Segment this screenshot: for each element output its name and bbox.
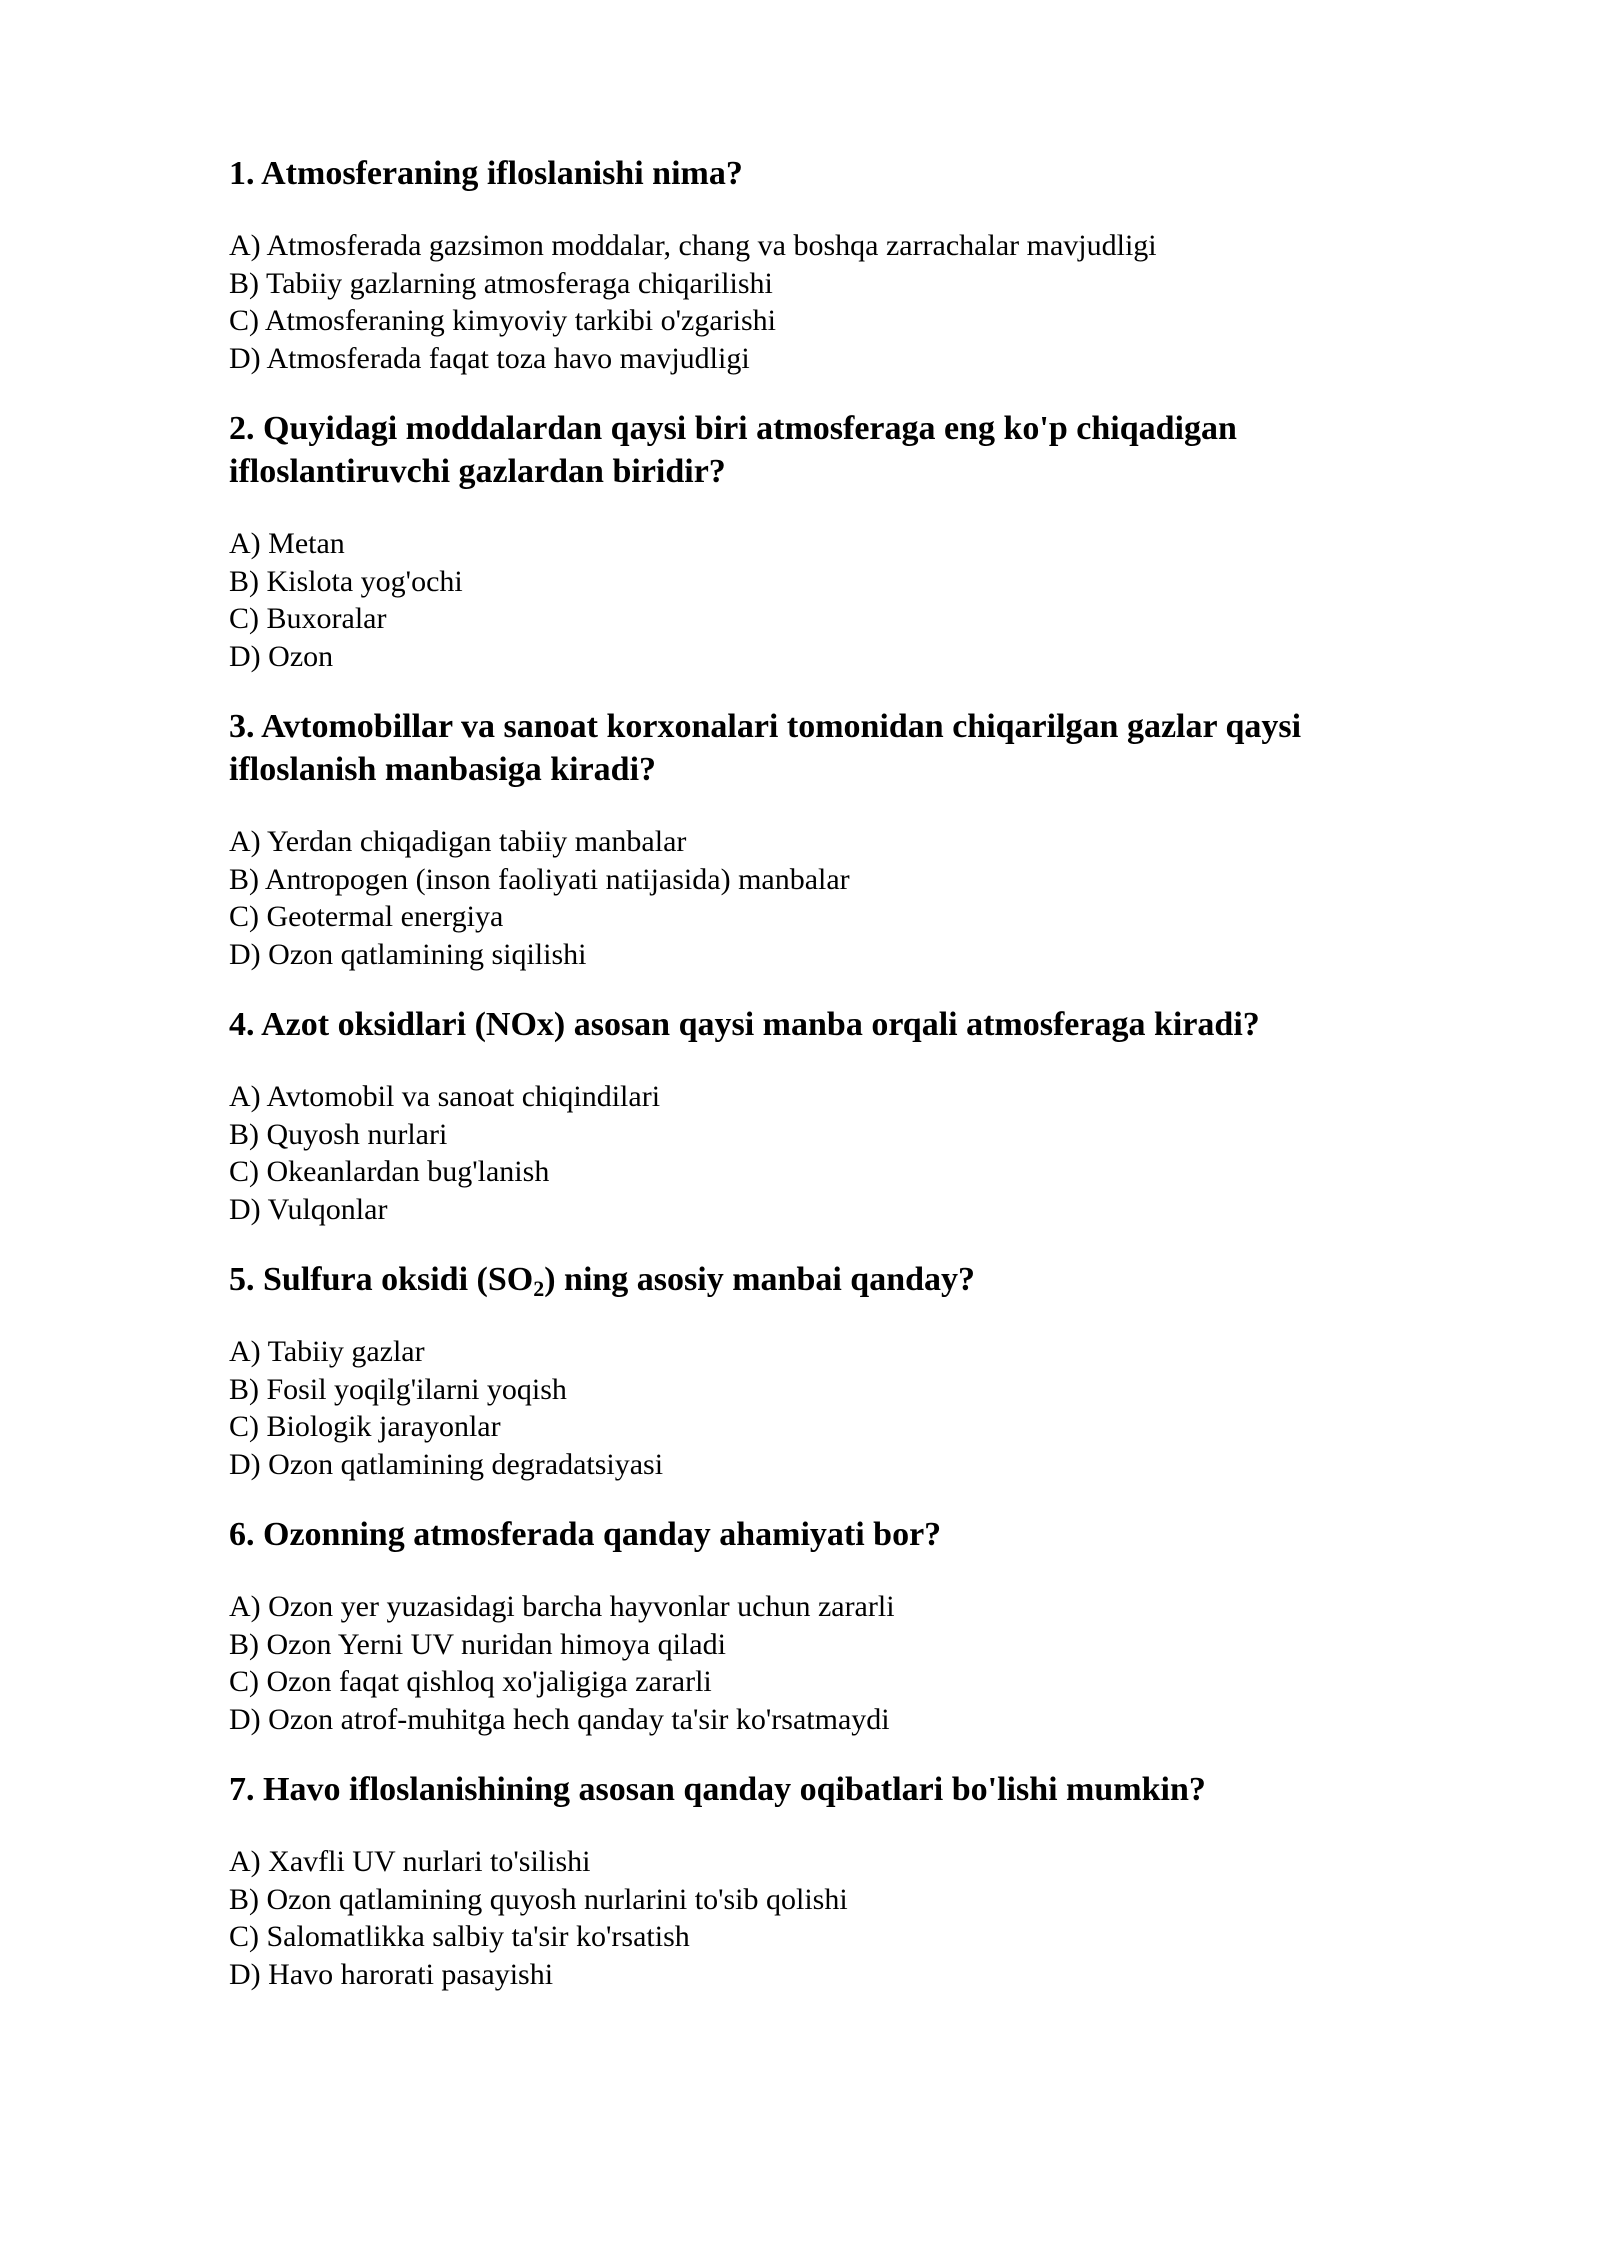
option-d: D) Ozon qatlamining degradatsiyasi (229, 1447, 664, 1481)
answer-options (229, 1078, 1420, 1228)
question-3 (229, 705, 1420, 973)
question-title: 1. Atmosferaning ifloslanishi nima? (229, 155, 743, 192)
option-b: B) Tabiiy gazlarning atmosferaga chiqarilishi (229, 266, 773, 300)
question-title-end: ) ning asosiy manbai qanday? (544, 1261, 976, 1298)
option-c: C) Ozon faqat qishloq xo'jaligiga zararli (229, 1665, 712, 1698)
option-d: D) Ozon qatlamining siqilishi (229, 937, 587, 971)
question-title: 3. Avtomobillar va sanoat korxonalari tomonidan chiqarilgan gazlar qaysi ifloslanish manbasiga kiradi? (229, 708, 1302, 788)
question-title (229, 1258, 1420, 1301)
option-a: A) Yerdan chiqadigan tabiiy manbalar (229, 825, 687, 858)
option-b: B) Quyosh nurlari (229, 1117, 448, 1151)
option-d: D) Atmosferada faqat toza havo mavjudligi (229, 341, 750, 375)
option-c: C) Geotermal energiya (229, 900, 504, 933)
question-7 (229, 1768, 1420, 1993)
answer-options (229, 1843, 1420, 1993)
question-title: 4. Azot oksidlari (NOx) asosan qaysi manba orqali atmosferaga kiradi? (229, 1006, 1260, 1043)
option-a: A) Xavfli UV nurlari to'silishi (229, 1845, 591, 1878)
answer-options (229, 1588, 1420, 1738)
question-title: 2. Quyidagi moddalardan qaysi biri atmosferaga eng ko'p chiqadigan ifloslantiruvchi gazlardan biridir? (229, 410, 1237, 490)
question-2 (229, 407, 1420, 675)
answer-options (229, 227, 1420, 377)
option-b: B) Antropogen (inson faoliyati natijasida) manbalar (229, 862, 850, 896)
option-c: C) Atmosferaning kimyoviy tarkibi o'zgarishi (229, 304, 776, 337)
option-d: D) Havo harorati pasayishi (229, 1957, 554, 1991)
option-d: D) Ozon atrof-muhitga hech qanday ta'sir ko'rsatmaydi (229, 1702, 890, 1736)
option-b: B) Kislota yog'ochi (229, 564, 463, 598)
option-c: C) Salomatlikka salbiy ta'sir ko'rsatish (229, 1920, 690, 1953)
option-a: A) Tabiiy gazlar (229, 1335, 425, 1368)
option-a: A) Avtomobil va sanoat chiqindilari (229, 1080, 661, 1113)
answer-options (229, 823, 1420, 973)
question-4 (229, 1003, 1420, 1228)
question-title: 7. Havo ifloslanishining asosan qanday oqibatlari bo'lishi mumkin? (229, 1771, 1206, 1808)
option-c: C) Biologik jarayonlar (229, 1410, 501, 1443)
question-5 (229, 1258, 1420, 1483)
option-c: C) Buxoralar (229, 602, 387, 635)
option-b: B) Fosil yoqilg'ilarni yoqish (229, 1372, 567, 1406)
answer-options (229, 525, 1420, 675)
option-a: A) Metan (229, 527, 345, 560)
option-a: A) Atmosferada gazsimon moddalar, chang va boshqa zarrachalar mavjudligi (229, 229, 1157, 262)
option-b: B) Ozon qatlamining quyosh nurlarini to'sib qolishi (229, 1882, 848, 1916)
option-d: D) Vulqonlar (229, 1192, 388, 1226)
option-a: A) Ozon yer yuzasidagi barcha hayvonlar uchun zararli (229, 1590, 895, 1623)
question-1 (229, 152, 1420, 377)
question-title: 6. Ozonning atmosferada qanday ahamiyati bor? (229, 1516, 942, 1553)
answer-options (229, 1333, 1420, 1483)
option-c: C) Okeanlardan bug'lanish (229, 1155, 550, 1188)
subscript-number: 2 (533, 1276, 545, 1301)
option-b: B) Ozon Yerni UV nuridan himoya qiladi (229, 1627, 726, 1661)
question-6 (229, 1513, 1420, 1738)
question-title-start: 5. Sulfura oksidi (SO (229, 1261, 534, 1298)
option-d: D) Ozon (229, 639, 334, 673)
